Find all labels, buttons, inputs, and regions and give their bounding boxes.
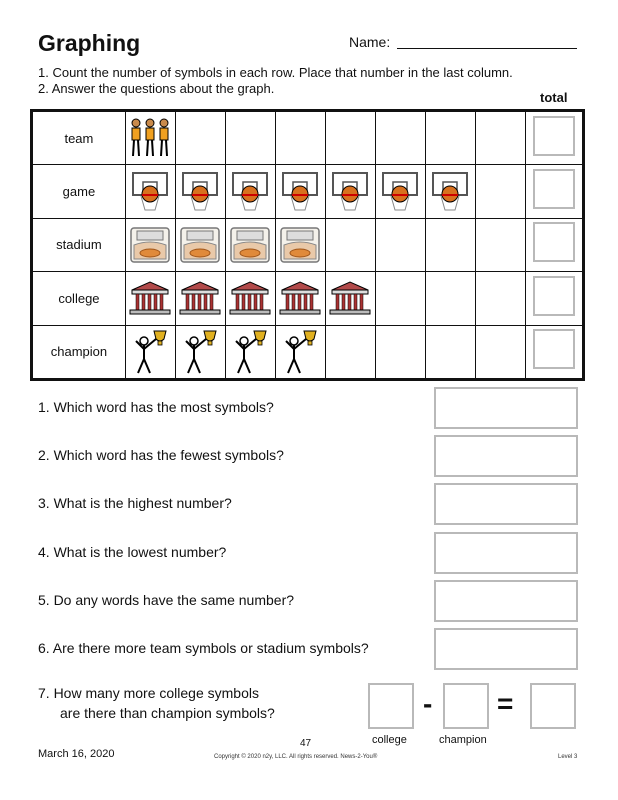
answer-box-5[interactable]	[434, 580, 578, 622]
total-answer-box[interactable]	[533, 116, 575, 156]
total-cell	[525, 165, 583, 218]
empty-cell	[175, 111, 225, 165]
empty-cell	[375, 325, 425, 379]
row-label: team	[32, 111, 126, 165]
empty-cell	[375, 218, 425, 271]
graph-row-team	[32, 111, 584, 165]
champion-trophy-icon	[125, 325, 175, 379]
name-label: Name:	[349, 34, 391, 50]
college-box-label: college	[372, 734, 407, 746]
team-players-icon	[125, 111, 175, 165]
college-count-box[interactable]	[368, 683, 414, 729]
question-1: 1. Which word has the most symbols?	[38, 399, 274, 415]
instruction-2: 2. Answer the questions about the graph.	[38, 81, 275, 96]
empty-cell	[275, 111, 325, 165]
stadium-icon	[225, 218, 275, 271]
stadium-icon	[125, 218, 175, 271]
level-label: Level 3	[558, 754, 578, 760]
basketball-hoop-icon	[325, 165, 375, 218]
question-2: 2. Which word has the fewest symbols?	[38, 447, 284, 463]
college-building-icon	[225, 272, 275, 325]
champion-count-box[interactable]	[443, 683, 489, 729]
basketball-hoop-icon	[175, 165, 225, 218]
basketball-hoop-icon	[125, 165, 175, 218]
college-building-icon	[125, 272, 175, 325]
basketball-hoop-icon	[225, 165, 275, 218]
question-3: 3. What is the highest number?	[38, 495, 232, 511]
stadium-icon	[275, 218, 325, 271]
total-answer-box[interactable]	[533, 329, 575, 369]
answer-box-6[interactable]	[434, 628, 578, 670]
question-6: 6. Are there more team symbols or stadium symbols?	[38, 640, 369, 656]
stadium-icon	[175, 218, 225, 271]
empty-cell	[425, 111, 475, 165]
answer-box-1[interactable]	[434, 387, 578, 429]
college-building-icon	[175, 272, 225, 325]
equals-sign: =	[497, 688, 514, 719]
total-cell	[525, 218, 583, 271]
graph-row-game	[32, 165, 584, 218]
empty-cell	[425, 272, 475, 325]
row-label: champion	[32, 325, 126, 379]
empty-cell	[425, 218, 475, 271]
empty-cell	[325, 218, 375, 271]
total-answer-box[interactable]	[533, 169, 575, 209]
champion-box-label: champion	[439, 734, 487, 746]
page-number: 47	[300, 738, 312, 749]
page-title: Graphing	[38, 30, 141, 56]
graph-row-champion	[32, 325, 584, 379]
total-answer-box[interactable]	[533, 222, 575, 262]
question-4: 4. What is the lowest number?	[38, 544, 227, 560]
question-7-line-2: are there than champion symbols?	[60, 705, 275, 721]
empty-cell	[325, 325, 375, 379]
total-cell	[525, 111, 583, 165]
question-5: 5. Do any words have the same number?	[38, 592, 295, 608]
instruction-1: 1. Count the number of symbols in each row. Place that number in the last column.	[38, 65, 513, 80]
total-cell	[525, 325, 583, 379]
empty-cell	[425, 325, 475, 379]
name-field[interactable]	[397, 48, 577, 49]
total-column-header: total	[540, 90, 568, 105]
graph-row-college	[32, 272, 584, 325]
pictograph-table	[30, 109, 585, 381]
total-cell	[525, 272, 583, 325]
empty-cell	[475, 325, 525, 379]
row-label: game	[32, 165, 126, 218]
answer-box-4[interactable]	[434, 532, 578, 574]
empty-cell	[225, 111, 275, 165]
basketball-hoop-icon	[425, 165, 475, 218]
row-label: stadium	[32, 218, 126, 271]
college-building-icon	[275, 272, 325, 325]
answer-box-2[interactable]	[434, 435, 578, 477]
total-answer-box[interactable]	[533, 276, 575, 316]
empty-cell	[325, 111, 375, 165]
champion-trophy-icon	[175, 325, 225, 379]
row-label: college	[32, 272, 126, 325]
empty-cell	[375, 272, 425, 325]
empty-cell	[375, 111, 425, 165]
empty-cell	[475, 111, 525, 165]
champion-trophy-icon	[275, 325, 325, 379]
copyright-notice: Copyright © 2020 n2y, LLC. All rights reserved. News-2-You®	[214, 754, 378, 760]
graph-row-stadium	[32, 218, 584, 271]
minus-sign: -	[423, 688, 433, 719]
footer-date: March 16, 2020	[38, 748, 115, 760]
difference-answer-box[interactable]	[530, 683, 576, 729]
empty-cell	[475, 165, 525, 218]
empty-cell	[475, 218, 525, 271]
champion-trophy-icon	[225, 325, 275, 379]
question-7-line-1: 7. How many more college symbols	[38, 685, 259, 701]
basketball-hoop-icon	[275, 165, 325, 218]
answer-box-3[interactable]	[434, 483, 578, 525]
college-building-icon	[325, 272, 375, 325]
empty-cell	[475, 272, 525, 325]
basketball-hoop-icon	[375, 165, 425, 218]
